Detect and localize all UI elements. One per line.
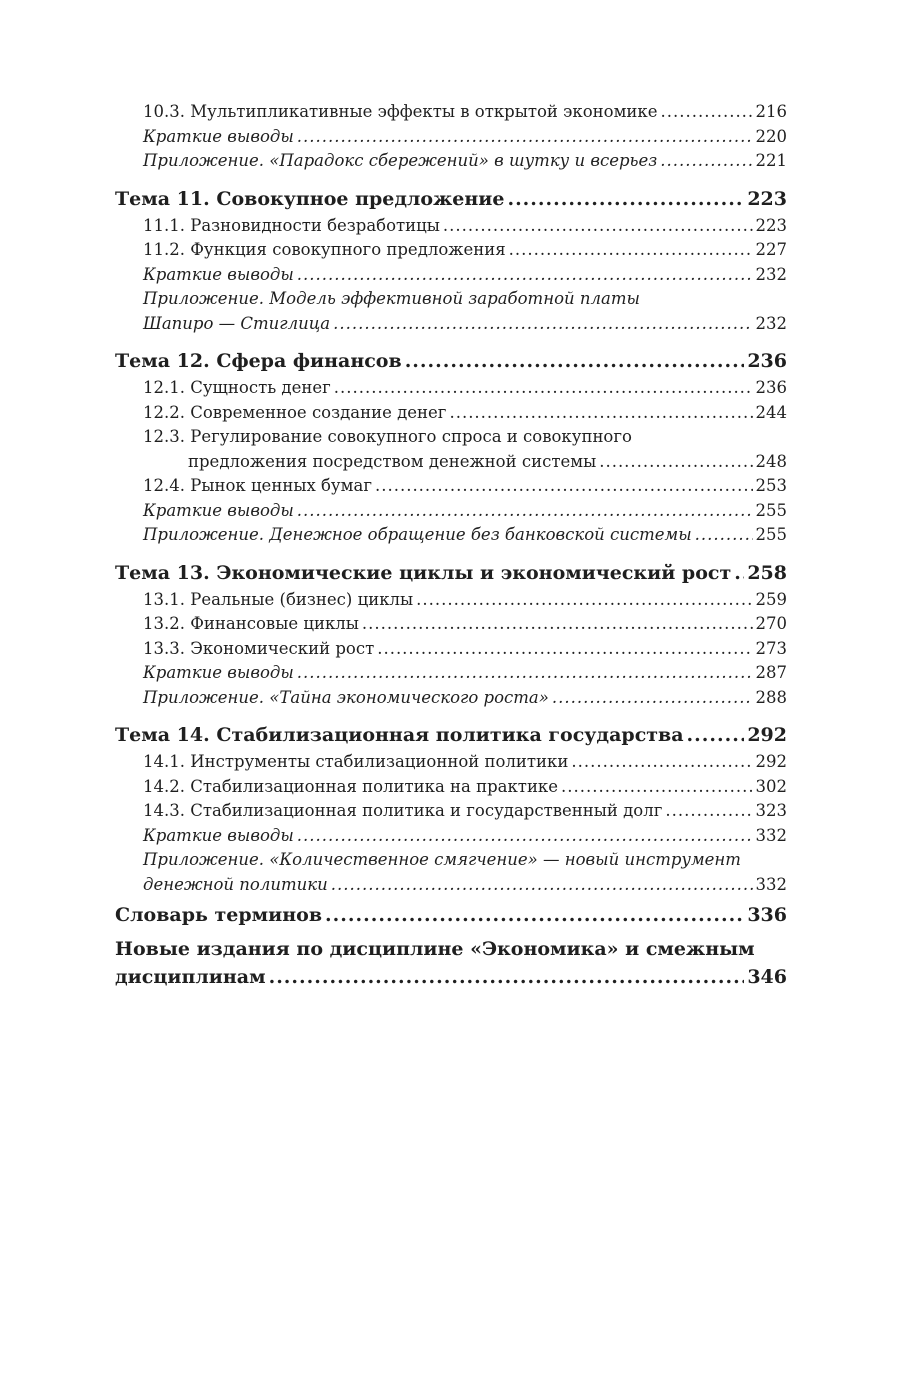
dot-leader <box>660 149 752 174</box>
page-number: 227 <box>755 240 787 259</box>
toc-topic-12 <box>115 347 787 376</box>
page-number: 258 <box>747 561 787 584</box>
toc-new-editions-line1: Новые издания по дисциплине «Экономика» и смежным <box>115 938 755 960</box>
dot-leader <box>449 401 752 426</box>
entry-title: 14.2. Стабилизационная политика на практике <box>143 776 559 796</box>
entry-title: Приложение. «Тайна экономического роста» <box>143 687 549 707</box>
toc-entry-12-4 <box>115 474 787 499</box>
toc-entry-11-appendix-line1: Приложение. Модель эффективной заработной платы <box>143 289 640 308</box>
page-number: 288 <box>755 687 787 707</box>
dot-leader <box>552 686 753 711</box>
dot-leader <box>362 612 753 637</box>
dot-leader <box>297 263 753 288</box>
toc-entry-11-1 <box>115 214 787 239</box>
dot-leader <box>509 238 753 263</box>
dot-leader <box>331 873 753 898</box>
toc-entry-12-3-line2 <box>115 450 787 475</box>
page-number: 255 <box>755 525 787 544</box>
page-number: 270 <box>755 614 787 633</box>
dot-leader <box>405 347 745 376</box>
dot-leader <box>443 214 753 239</box>
page-number: 216 <box>755 102 787 121</box>
page-number: 259 <box>755 589 787 609</box>
page-number: 292 <box>755 752 787 771</box>
page-number: 346 <box>747 966 787 988</box>
toc-entry-10-appendix <box>115 149 787 174</box>
entry-title: Краткие выводы <box>143 500 294 520</box>
toc-topic-13 <box>115 559 787 588</box>
toc-new-editions-line2 <box>115 963 787 992</box>
entry-title: 13.3. Экономический рост <box>143 638 375 658</box>
page-number: 232 <box>755 264 787 284</box>
dot-leader <box>661 100 753 125</box>
page-number: 221 <box>755 151 787 170</box>
entry-title: 13.2. Финансовые циклы <box>143 614 359 633</box>
toc-entry-10-3 <box>115 100 787 125</box>
page-number: 332 <box>755 874 787 894</box>
topic-title: Тема 13. Экономические циклы и экономический рост <box>115 561 732 584</box>
toc-entry-12-3-line1: 12.3. Регулирование совокупного спроса и совокупного <box>143 427 632 446</box>
entry-title: 10.3. Мультипликативные эффекты в открытой экономике <box>143 102 658 121</box>
toc-entry-12-appendix <box>115 523 787 548</box>
toc-entry-13-2 <box>115 612 787 637</box>
topic-title: дисциплинам <box>115 966 266 988</box>
toc-topic-14 <box>115 721 787 750</box>
entry-title: 12.2. Современное создание денег <box>143 402 447 422</box>
topic-title: Словарь терминов <box>115 904 323 926</box>
entry-title: предложения посредством денежной системы <box>188 451 597 471</box>
dot-leader <box>687 721 745 750</box>
dot-leader <box>695 523 753 548</box>
page-number: 223 <box>755 215 787 235</box>
page-number: 244 <box>755 402 787 422</box>
dot-leader <box>297 824 753 849</box>
toc-entry-13-appendix <box>115 686 787 711</box>
toc-topic-11 <box>115 185 787 214</box>
dot-leader <box>297 499 753 524</box>
page-number: 236 <box>747 350 787 372</box>
toc-entry-14-summary <box>115 824 787 849</box>
page-number: 223 <box>747 187 787 210</box>
topic-title: Тема 12. Сфера финансов <box>115 350 402 372</box>
entry-title: 12.1. Сущность денег <box>143 378 331 397</box>
topic-title: Тема 11. Совокупное предложение <box>115 187 505 210</box>
dot-leader <box>561 775 752 800</box>
toc-entry-12-2 <box>115 401 787 426</box>
toc-entry-11-2 <box>115 238 787 263</box>
toc-entry-13-3 <box>115 637 787 662</box>
entry-title: 12.4. Рынок ценных бумаг <box>143 476 372 495</box>
entry-title: Краткие выводы <box>143 825 294 845</box>
entry-title: денежной политики <box>143 874 328 894</box>
toc-entry-14-appendix-line2 <box>115 873 787 898</box>
page-number: 232 <box>755 313 787 333</box>
page-number: 323 <box>755 801 787 820</box>
dot-leader <box>571 750 752 775</box>
dot-leader <box>665 799 752 824</box>
toc-entry-13-summary <box>115 661 787 686</box>
dot-leader <box>375 474 753 499</box>
entry-title: Краткие выводы <box>143 663 294 682</box>
toc-entry-12-1 <box>115 376 787 401</box>
page-number: 302 <box>755 776 787 796</box>
toc-entry-11-summary <box>115 263 787 288</box>
dot-leader <box>734 559 744 588</box>
toc-entry-14-1 <box>115 750 787 775</box>
table-of-contents <box>115 100 787 992</box>
entry-title: Приложение. «Парадокс сбережений» в шутку и всерьез <box>143 151 658 170</box>
entry-title: 14.1. Инструменты стабилизационной политики <box>143 752 569 771</box>
entry-title: 14.3. Стабилизационная политика и государственный долг <box>143 801 663 820</box>
dot-leader <box>507 185 744 214</box>
toc-entry-14-appendix-line1: Приложение. «Количественное смягчение» — новый инструмент <box>143 850 741 869</box>
entry-title: Приложение. Денежное обращение без банковской системы <box>143 525 692 544</box>
toc-entry-12-summary <box>115 499 787 524</box>
page-number: 236 <box>755 378 787 397</box>
dot-leader <box>297 125 753 150</box>
toc-entry-14-2 <box>115 775 787 800</box>
toc-glossary <box>115 901 787 930</box>
dot-leader <box>334 376 753 401</box>
toc-entry-10-summary <box>115 125 787 150</box>
dot-leader <box>416 588 752 613</box>
entry-title: Краткие выводы <box>143 126 294 146</box>
dot-leader <box>377 637 752 662</box>
entry-title: 13.1. Реальные (бизнес) циклы <box>143 589 414 609</box>
page-number: 287 <box>755 663 787 682</box>
entry-title: Шапиро — Стиглица <box>143 313 331 333</box>
toc-entry-14-3 <box>115 799 787 824</box>
entry-title: 11.1. Разновидности безработицы <box>143 215 440 235</box>
dot-leader <box>599 450 752 475</box>
toc-entry-13-1 <box>115 588 787 613</box>
page-number: 253 <box>755 476 787 495</box>
entry-title: 11.2. Функция совокупного предложения <box>143 240 506 259</box>
dot-leader <box>297 661 753 686</box>
dot-leader <box>333 312 752 337</box>
page-number: 273 <box>755 638 787 658</box>
entry-title: Краткие выводы <box>143 264 294 284</box>
page-number: 292 <box>747 724 787 746</box>
dot-leader <box>325 901 744 930</box>
page-number: 336 <box>747 904 787 926</box>
toc-entry-11-appendix-line2 <box>115 312 787 337</box>
page-number: 248 <box>755 451 787 471</box>
dot-leader <box>269 963 745 992</box>
page-number: 220 <box>755 126 787 146</box>
topic-title: Тема 14. Стабилизационная политика государства <box>115 724 684 746</box>
page-number: 332 <box>755 825 787 845</box>
page-number: 255 <box>755 500 787 520</box>
